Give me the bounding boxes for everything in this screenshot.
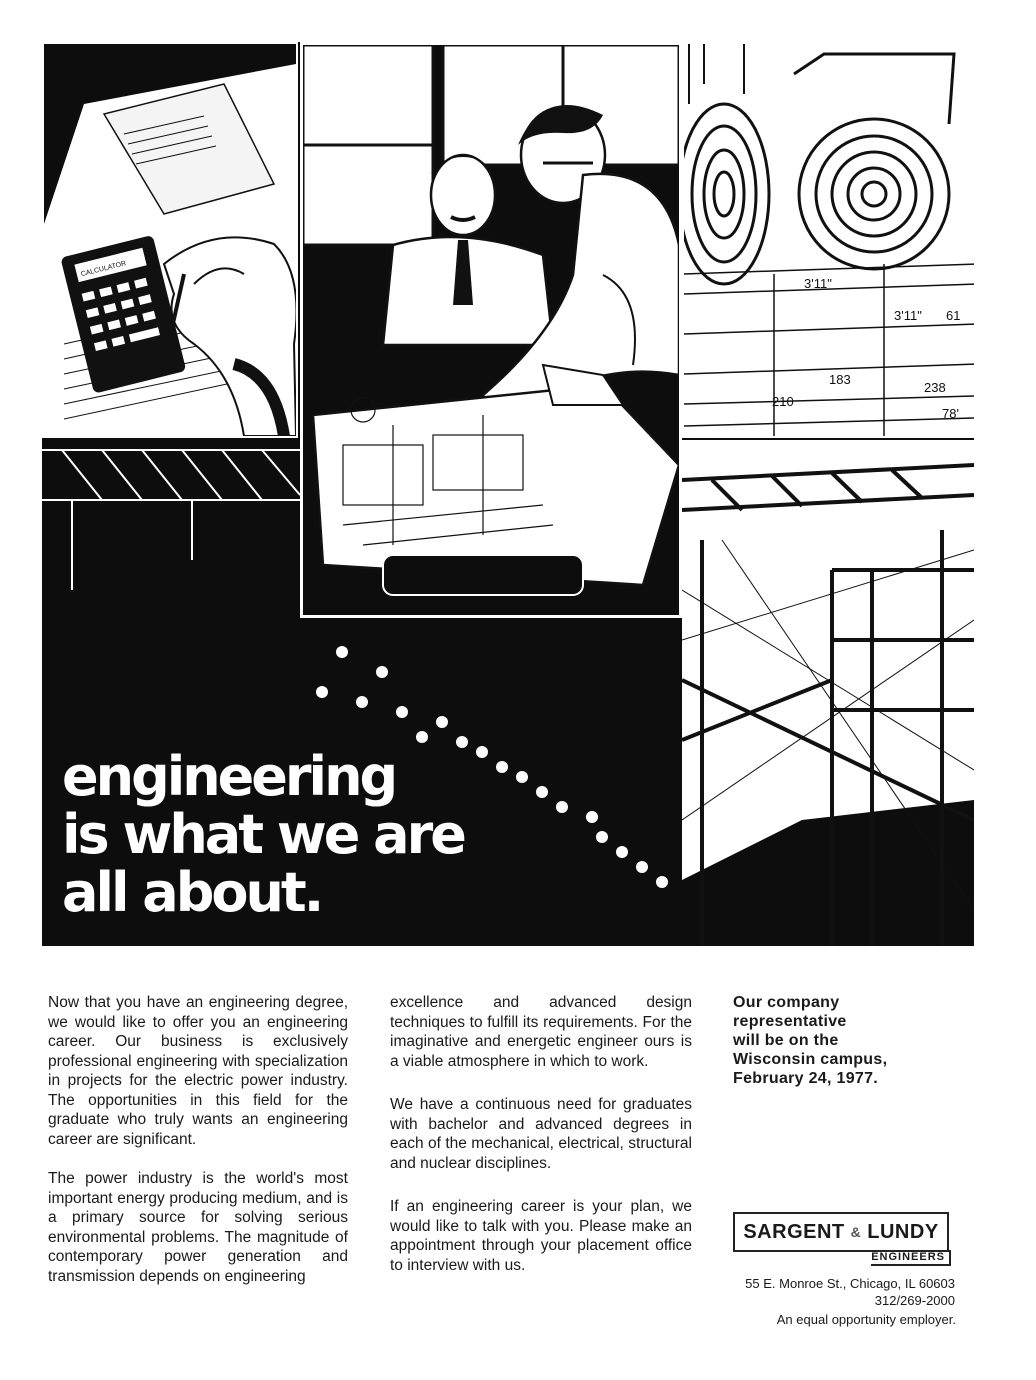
blueprints-panel xyxy=(682,42,974,438)
truss-drawing xyxy=(42,440,300,590)
company-logo xyxy=(733,1212,955,1268)
notice-line-2: representative xyxy=(733,1013,847,1030)
calculator-drawing xyxy=(44,44,296,436)
campus-visit-notice xyxy=(733,993,963,1088)
paragraph-excellence: excellence and advanced design techniques to fulfill its requirements. For the imaginative and energetic engineer ours is a viable atmosphere in which to work. xyxy=(390,994,692,1070)
plan-dim-3: 61 xyxy=(946,308,961,323)
company-contact xyxy=(715,1275,955,1309)
steel-structure-panel xyxy=(682,440,974,946)
blueprints-drawing xyxy=(684,44,974,436)
paragraph-interview: If an engineering career is your plan, we would like to talk with you. Please make an appointment through your placement office to interview with us. xyxy=(390,1198,692,1274)
paragraph-graduates: We have a continuous need for graduates with bachelor and advanced degrees in each of the mechanical, electrical, structural and nuclear disciplines. xyxy=(390,1096,692,1172)
engineers-drawing xyxy=(303,45,679,615)
body-column-2 xyxy=(390,993,692,1295)
logo-name-right: LUNDY xyxy=(867,1220,939,1243)
company-phone: 312/269-2000 xyxy=(874,1293,955,1308)
calculator-panel xyxy=(42,42,298,438)
headline-line-3: all about. xyxy=(62,861,322,924)
paragraph-power-industry: The power industry is the world's most important energy producing medium, and is a primary source for solving serious environmental problems. The magnitude of contemporary power generation and transmission depends on engineering xyxy=(48,1170,348,1285)
headline-line-1: engineering xyxy=(62,745,396,808)
illustration-collage xyxy=(42,42,974,946)
headline-line-2: is what we are xyxy=(62,803,464,866)
notice-line-4: Wisconsin campus, xyxy=(733,1051,888,1068)
headline xyxy=(62,745,464,924)
logo-ampersand: & xyxy=(850,1224,862,1240)
notice-line-5: February 24, 1977. xyxy=(733,1070,879,1087)
body-column-1 xyxy=(48,993,348,1306)
plan-dim-4: 238 xyxy=(924,380,946,395)
plan-dim-7: 183 xyxy=(829,372,851,387)
company-address: 55 E. Monroe St., Chicago, IL 60603 xyxy=(745,1276,955,1291)
plan-dim-1: 3'11" xyxy=(804,276,832,291)
calculator-brand: CALCULATOR xyxy=(80,260,127,279)
plan-dim-2: 3'11" xyxy=(894,308,922,323)
logo-name-left: SARGENT xyxy=(743,1220,845,1243)
plan-dim-5: 78' xyxy=(942,406,959,421)
equal-opportunity-tagline: An equal opportunity employer. xyxy=(776,1312,956,1327)
paragraph-career: Now that you have an engineering degree, we would like to offer you an engineering career. Our business is exclusively professional engineering with specialization in projects for the electric power industry. The opportunities in this field for the graduate who truly wants an engineering career are significant. xyxy=(48,994,348,1148)
logo-subtitle: ENGINEERS xyxy=(871,1250,951,1266)
logo-wordmark xyxy=(733,1212,949,1252)
steel-structure-drawing xyxy=(682,440,974,946)
truss-silhouette xyxy=(42,440,300,590)
notice-line-3: will be on the xyxy=(733,1032,839,1049)
notice-line-1: Our company xyxy=(733,994,840,1011)
plan-dim-6: 210 xyxy=(772,394,794,409)
engineers-panel xyxy=(300,42,682,618)
